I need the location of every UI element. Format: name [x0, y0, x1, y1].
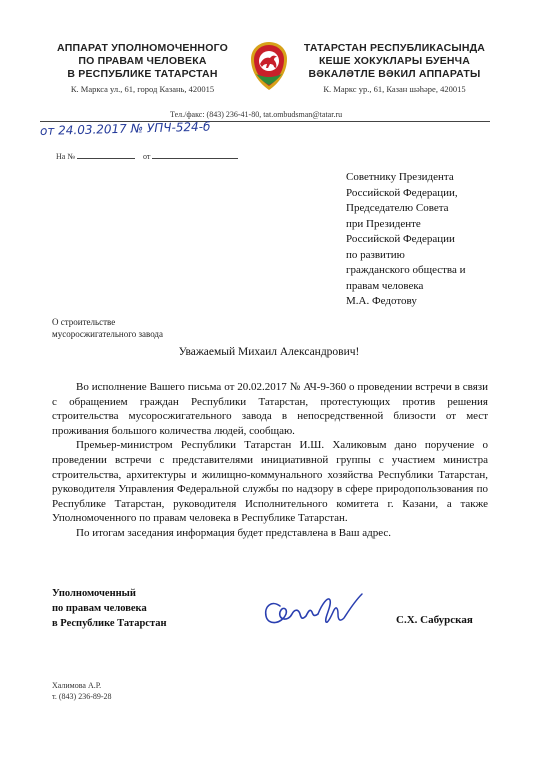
reference-line [56, 150, 238, 161]
body-paragraph: Премьер-министром Республики Татарстан И.Ш. Халиковым дано поручение о проведении встречи с представителями инициативной группы с участием министра строительства, архитектуры и жилищно-коммунального хозяйства Республики Татарстан, руководителя Управления Федеральной службы по надзору в сфере природопользования по Республике Татарстан, руководителя Исполнительного комитета г. Казани, а также Уполномоченного по правам человека в Республике Татарстан. [52, 439, 488, 525]
addressee-line: при Президенте [346, 217, 421, 230]
salutation: Уважаемый Михаил Александрович! [178, 346, 360, 358]
tatarstan-emblem-icon [248, 40, 290, 92]
ref-number-blank [77, 150, 135, 159]
subject-line: мусоросжигательного завода [52, 329, 164, 339]
ref-number-label: На № [56, 152, 75, 161]
handwritten-signature [258, 584, 368, 636]
letterhead-left [40, 42, 245, 95]
org-address-ru: К. Маркса ул., 61, город Казань, 420015 [70, 84, 215, 94]
org-name-ru [40, 42, 245, 81]
letterhead-right [292, 42, 497, 95]
addressee-line: Российской Федерации, [346, 186, 458, 199]
signatory-title-line: Уполномоченный [52, 588, 136, 599]
handwritten-outgoing-ref: от 24.03.2017 № УПЧ-524-б [39, 119, 211, 138]
addressee-block [346, 170, 496, 310]
body-paragraph: Во исполнение Вашего письма от 20.02.2017 № АЧ-9-360 о проведении встречи в связи с обращением граждан Республики Татарстан, протестующих против решения строительства мусоросжигательного завода в непосредственной близости от мест проживания большого количества людей, сообщаю. [52, 381, 488, 437]
org-name-line: АППАРАТ УПОЛНОМОЧЕННОГО [57, 42, 228, 54]
body-paragraph: По итогам заседания информация будет представлена в Ваш адрес. [76, 526, 392, 539]
subject-line: О строительстве [52, 317, 116, 327]
addressee-line: гражданского общества и [346, 264, 466, 276]
executor-name: Халимова А.Р. [52, 681, 102, 690]
ref-date-label: от [142, 152, 151, 161]
signatory-name: С.Х. Сабурская [396, 614, 473, 626]
addressee-line: Российской Федерации [346, 233, 455, 245]
org-name-tt [292, 42, 497, 81]
org-name-line: В РЕСПУБЛИКЕ ТАТАРСТАН [67, 68, 218, 80]
org-name-line: ВӘКАЛӘТЛЕ ВӘКИЛ АППАРАТЫ [308, 68, 481, 80]
addressee-line: Советнику Президента [346, 171, 454, 183]
signatory-title-line: в Республике Татарстан [52, 618, 167, 629]
org-name-line: ТАТАРСТАН РЕСПУБЛИКАСЫНДА [303, 42, 486, 54]
signatory-title [52, 586, 167, 631]
org-name-line: КЕШЕ ХОКУКЛАРЫ БУЕНЧА [318, 55, 471, 67]
executor-phone: т. (843) 236-89-28 [52, 692, 112, 701]
addressee-line: Председателю Совета [346, 202, 449, 214]
contact-line: Тел./факс: (843) 236-41-80, tat.ombudsman@tatar.ru [170, 110, 343, 119]
addressee-line: М.А. Федотову [346, 295, 417, 307]
letter-subject [52, 316, 163, 340]
ref-date-blank [152, 150, 238, 159]
addressee-line: по развитию [346, 248, 405, 261]
org-name-line: ПО ПРАВАМ ЧЕЛОВЕКА [78, 55, 207, 67]
executor-info [52, 680, 112, 702]
addressee-line: правам человека [346, 279, 424, 292]
signatory-title-line: по правам человека [52, 603, 147, 614]
letter-body [52, 380, 488, 541]
org-address-tt: К. Маркс ур., 61, Казан шәһәре, 420015 [323, 84, 466, 94]
